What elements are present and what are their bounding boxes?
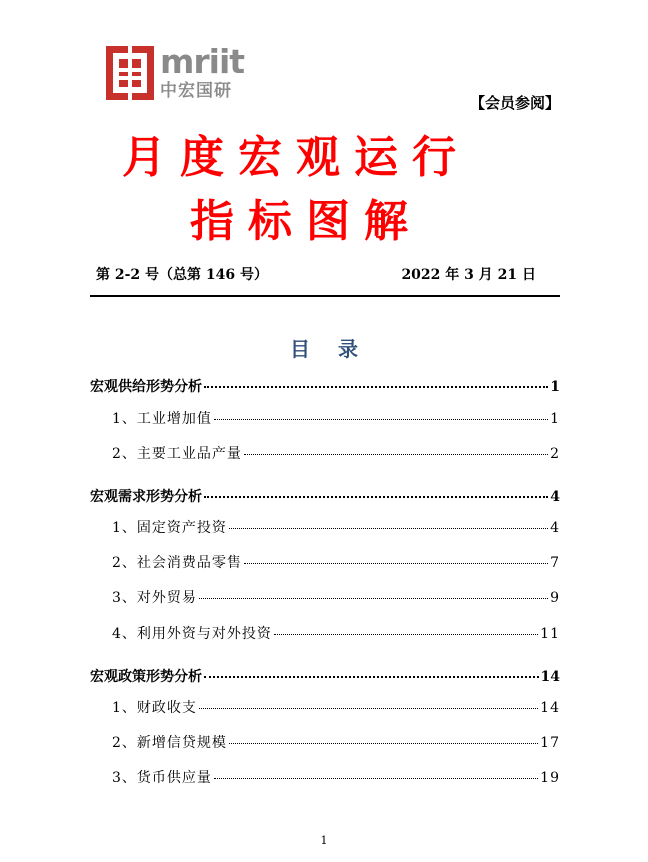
toc-section-label: 宏观政策形势分析 <box>90 669 202 685</box>
toc-item[interactable] <box>112 768 560 788</box>
logo-chinese-name: 中宏国研 <box>160 81 232 101</box>
dot-leader <box>204 676 539 678</box>
toc-page-number: 9 <box>550 590 560 606</box>
toc-page-number: 14 <box>540 700 560 716</box>
dot-leader <box>229 528 548 529</box>
toc-section-label: 宏观需求形势分析 <box>90 489 202 505</box>
dot-leader <box>204 496 548 498</box>
toc-item[interactable] <box>112 588 560 608</box>
dot-leader <box>244 454 548 455</box>
toc-item-label: 4、利用外资与对外投资 <box>112 626 272 642</box>
toc-item-label: 2、社会消费品零售 <box>112 555 242 571</box>
table-of-contents <box>90 0 560 862</box>
logo-wordmark: mriit <box>160 42 245 81</box>
toc-item-label: 1、固定资产投资 <box>112 520 227 536</box>
toc-item-label: 1、财政收支 <box>112 700 197 716</box>
footer-page-number: 1 <box>320 834 328 847</box>
dot-leader <box>214 419 548 420</box>
issue-date: 2022 年 3 月 21 日 <box>401 267 536 283</box>
toc-item-label: 3、货币供应量 <box>112 770 212 786</box>
toc-section[interactable] <box>90 667 560 687</box>
issue-number: 第 2-2 号（总第 146 号） <box>96 267 269 283</box>
toc-page-number: 19 <box>540 770 560 786</box>
toc-item[interactable] <box>112 624 560 644</box>
toc-page-number: 2 <box>550 446 560 462</box>
toc-page-number: 4 <box>550 520 560 536</box>
dot-leader <box>204 386 548 388</box>
dot-leader <box>199 598 548 599</box>
toc-item[interactable] <box>112 553 560 573</box>
toc-page-number: 1 <box>550 379 560 395</box>
member-tag: 【会员参阅】 <box>469 94 560 112</box>
toc-section-label: 宏观供给形势分析 <box>90 379 202 395</box>
toc-page-number: 7 <box>550 555 560 571</box>
toc-item[interactable] <box>112 698 560 718</box>
toc-item[interactable] <box>112 518 560 538</box>
report-title-line2: 指标图解 <box>190 196 422 247</box>
toc-heading: 目录 <box>290 337 386 361</box>
toc-section[interactable] <box>90 377 560 397</box>
dot-leader <box>199 708 538 709</box>
toc-page-number: 1 <box>550 411 560 427</box>
toc-page-number: 11 <box>540 626 560 642</box>
toc-page-number: 17 <box>540 735 560 751</box>
toc-item[interactable] <box>112 444 560 464</box>
toc-item[interactable] <box>112 733 560 753</box>
toc-section[interactable] <box>90 487 560 507</box>
dot-leader <box>274 634 538 635</box>
toc-item-label: 2、主要工业品产量 <box>112 446 242 462</box>
toc-page-number: 4 <box>550 489 560 505</box>
toc-item-label: 1、工业增加值 <box>112 411 212 427</box>
dot-leader <box>214 778 538 779</box>
report-title-line1: 月度宏观运行 <box>122 132 470 183</box>
toc-item[interactable] <box>112 409 560 429</box>
dot-leader <box>244 563 548 564</box>
dot-leader <box>229 743 538 744</box>
toc-page-number: 14 <box>540 669 560 685</box>
toc-item-label: 3、对外贸易 <box>112 590 197 606</box>
toc-item-label: 2、新增信贷规模 <box>112 735 227 751</box>
